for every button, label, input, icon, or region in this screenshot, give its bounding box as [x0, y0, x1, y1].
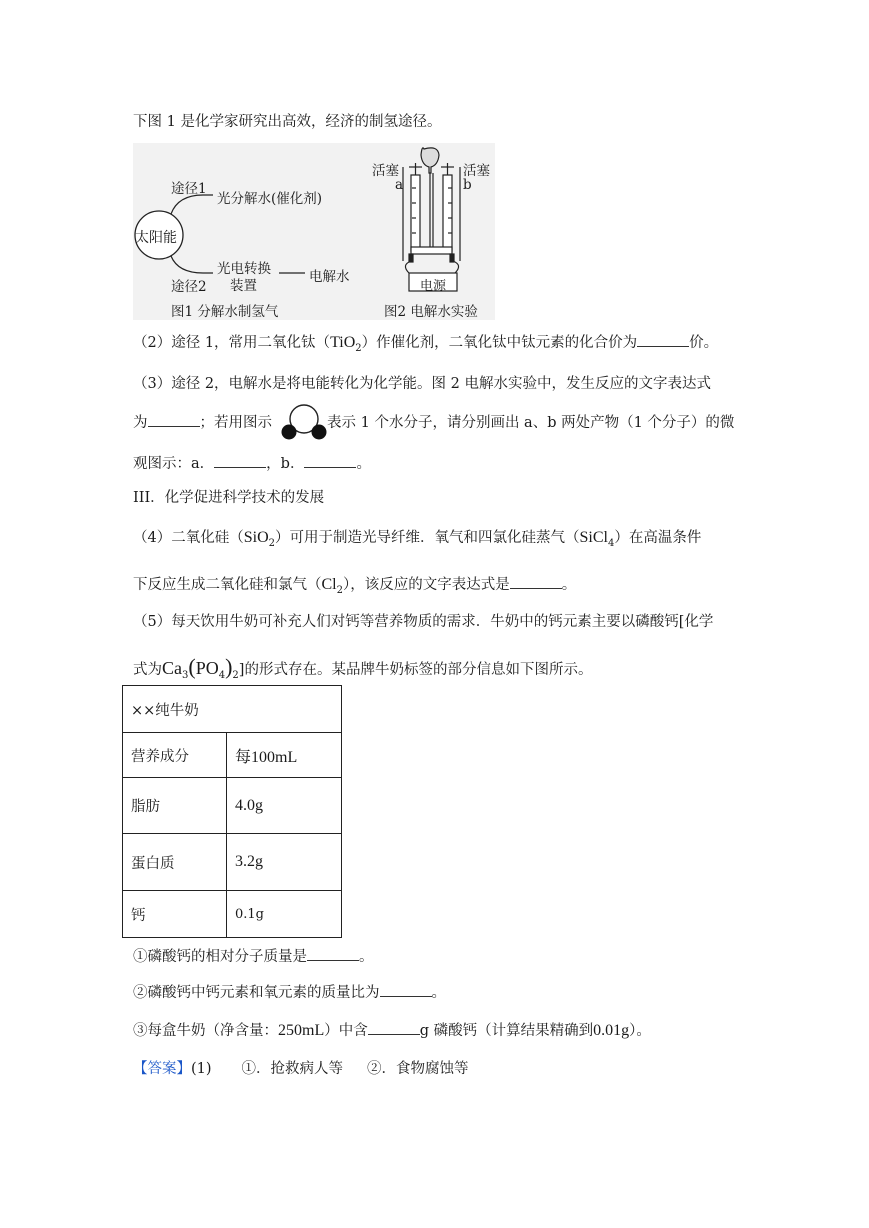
- valve-right-label: 活塞: [463, 163, 490, 179]
- answer-part: (1): [191, 1061, 212, 1077]
- q5-prefix: 式为: [133, 662, 162, 678]
- sub-q1-end: 。: [359, 949, 374, 965]
- q5-po4-sub: 4: [218, 669, 226, 681]
- water-molecule-icon: [280, 403, 328, 441]
- q3-line3-prefix: 观图示：a．: [133, 456, 215, 472]
- sub-q1-prefix: ①磷酸钙的相对分子质量是: [133, 949, 307, 965]
- q3-blank-b[interactable]: [304, 467, 356, 468]
- q4-l2-end: 。: [561, 577, 577, 593]
- q3-equation-blank[interactable]: [148, 426, 200, 427]
- q4-blank[interactable]: [510, 588, 562, 589]
- route2-device-line1: 光电转换: [217, 261, 271, 277]
- table-cell: 4.0g: [227, 778, 342, 834]
- question-3-line2-suffix: 表示 1 个水分子，请分别画出 a、b 两处产物（1 个分子）的微: [327, 415, 735, 431]
- q3-mid: ；若用图示: [199, 415, 272, 431]
- table-cell: 0.1g: [227, 891, 342, 938]
- label-a: a: [395, 177, 404, 193]
- route2-device-line2: 装置: [230, 278, 257, 294]
- sub-q2-end: 。: [431, 985, 446, 1001]
- figure1-caption: 图1 分解水制氢气: [171, 304, 279, 320]
- q4-l2-a: 下反应生成二氧化硅和氯气（: [133, 577, 322, 593]
- sub-q3-end: ）。: [629, 1023, 651, 1039]
- sub-q3-precision: 0.01g: [593, 1022, 630, 1039]
- intro-text: 下图 1 是化学家研究出高效，经济的制氢途径。: [133, 114, 442, 130]
- question-3-line2: [133, 416, 272, 431]
- table-cell: 脂肪: [123, 778, 227, 834]
- sub-q3-unit: g 磷酸钙（计算结果精确到: [419, 1023, 594, 1039]
- table-title: ××纯牛奶: [123, 686, 342, 733]
- table-row: [123, 733, 342, 778]
- figure2-caption: 图2 电解水实验: [384, 304, 478, 320]
- sub-q3-prefix: ③每盒牛奶（净含量：: [133, 1023, 278, 1039]
- route1-label: 途径1: [171, 181, 207, 197]
- table-row: [123, 834, 342, 891]
- q3-line3-end: 。: [356, 456, 371, 472]
- section-3-heading: III．化学促进科学技术的发展: [133, 490, 325, 506]
- q4-sio2: SiO: [243, 529, 269, 546]
- route1-method: 光分解水(催化剂): [217, 191, 323, 207]
- valve-left-label: 活塞: [372, 163, 399, 179]
- sub-question-2: [133, 986, 446, 1001]
- q2-blank[interactable]: [637, 346, 689, 347]
- milk-label-table: [122, 685, 342, 938]
- table-cell: 营养成分: [123, 733, 227, 778]
- route2-label: 途径2: [171, 279, 207, 295]
- table-cell: 蛋白质: [123, 834, 227, 891]
- q3-line3-mid: ，b．: [266, 456, 305, 472]
- q5-suffix: ]的形式存在。某品牌牛奶标签的部分信息如下图所示。: [238, 662, 593, 678]
- q5-ca-sub: 3: [182, 669, 189, 681]
- table-row: [123, 778, 342, 834]
- q2-prefix: （2）途径 1，常用二氧化钛（: [133, 335, 331, 351]
- question-5-line2: 式为$Ca_3(PO_4)_2$]的形式存在。某品牌牛奶标签的部分信息如下图所示。: [133, 654, 593, 681]
- power-label: 电源: [420, 279, 447, 294]
- sub-q2-prefix: ②磷酸钙中钙元素和氧元素的质量比为: [133, 985, 380, 1001]
- q4-l1-b: ）可用于制造光导纤维．氧气和四氯化硅蒸气（: [275, 530, 580, 546]
- electrolysis-apparatus: [403, 148, 460, 291]
- q2-formula: TiO: [330, 334, 356, 351]
- label-b: b: [463, 177, 472, 193]
- table-cell: 3.2g: [227, 834, 342, 891]
- table-cell: 每100mL: [227, 733, 342, 778]
- q4-cl2: Cl: [321, 576, 337, 593]
- q4-sicl4: SiCl: [579, 529, 608, 546]
- sub-q3-volume: 250mL: [278, 1022, 325, 1039]
- q5-po4: PO: [195, 658, 219, 678]
- answer-tag: 【答案】: [133, 1061, 191, 1077]
- sub-q1-blank[interactable]: [307, 960, 359, 961]
- table-row: [123, 891, 342, 938]
- figure-panel: [133, 143, 495, 320]
- q4-sio2-sub: 2: [268, 537, 276, 549]
- question-4-line2: [133, 577, 576, 596]
- sun-label: 太阳能: [135, 230, 177, 246]
- answer-item-2: ②．食物腐蚀等: [367, 1061, 469, 1077]
- q2-suffix: ）作催化剂，二氧化钛中钛元素的化合价为: [361, 335, 638, 351]
- q3-blank-a[interactable]: [214, 467, 266, 468]
- q2-formula-sub: 2: [355, 342, 362, 354]
- question-4-line1: [133, 530, 701, 549]
- question-3-line3: [133, 457, 371, 472]
- sub-question-1: [133, 950, 374, 965]
- route2-method: 电解水: [309, 269, 350, 285]
- sub-q3-mid: ）中含: [324, 1023, 368, 1039]
- table-cell: 钙: [123, 891, 227, 938]
- answer-item-1: ①．抢救病人等: [241, 1061, 344, 1077]
- sub-question-3: [133, 1023, 651, 1039]
- sub-q3-blank[interactable]: [368, 1034, 420, 1035]
- question-5-line1: （5）每天饮用牛奶可补充人们对钙等营养物质的需求．牛奶中的钙元素主要以磷酸钙[化学: [133, 614, 714, 630]
- q4-cl2-sub: 2: [336, 584, 343, 596]
- q4-l1-a: （4）二氧化硅（: [133, 530, 244, 546]
- answer-line: [133, 1062, 469, 1077]
- q3-prefix: 为: [133, 415, 148, 431]
- q4-sicl4-sub: 4: [607, 537, 615, 549]
- q5-paren-sub: 2: [232, 669, 239, 681]
- q5-ca: Ca: [162, 658, 182, 678]
- q4-l2-b: ），该反应的文字表达式是: [343, 577, 510, 593]
- q4-l1-c: ）在高温条件: [614, 530, 702, 546]
- q2-unit: 价。: [689, 335, 719, 351]
- question-2: [133, 335, 718, 354]
- sub-q2-blank[interactable]: [380, 996, 432, 997]
- question-3-line1: （3）途径 2，电解水是将电能转化为化学能。图 2 电解水实验中，发生反应的文字表达式: [133, 376, 711, 392]
